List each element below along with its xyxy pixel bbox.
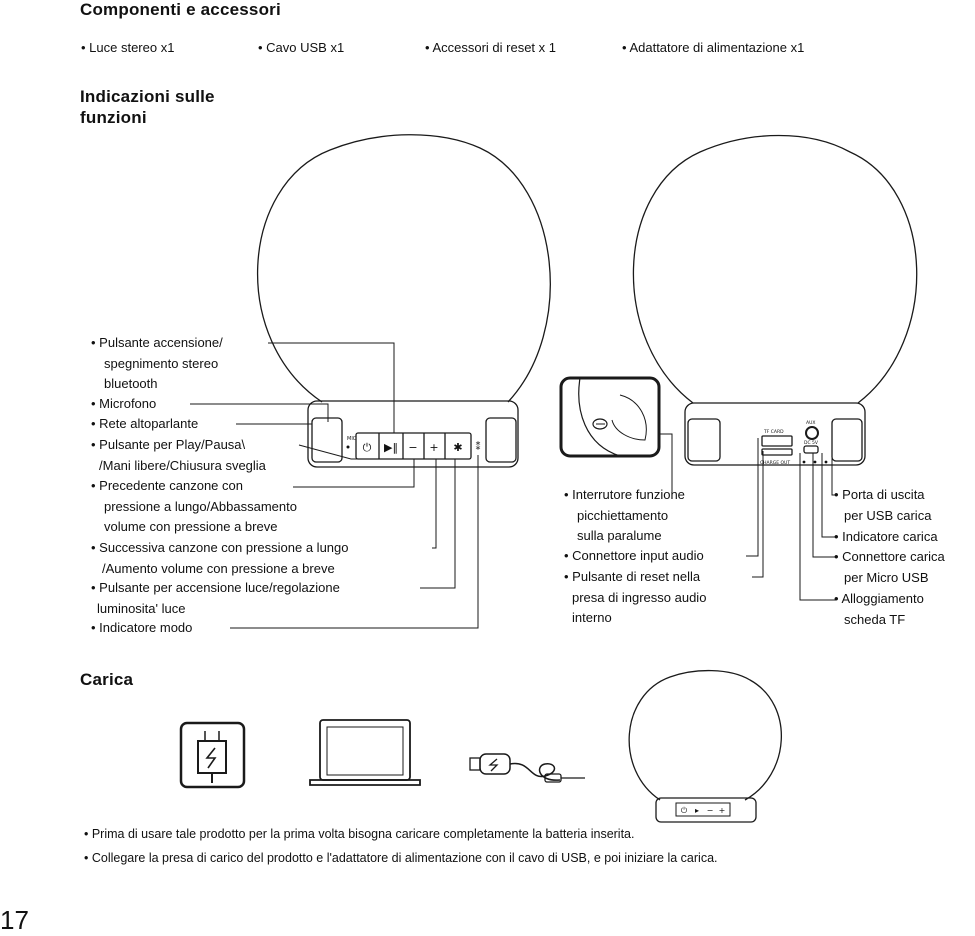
label-reset-line3: interno: [572, 610, 612, 625]
label-play-button: [91, 435, 266, 476]
functions-title-line1: Indicazioni sulle: [80, 87, 215, 106]
label-micro-usb-line1: • Connettore carica: [834, 549, 945, 564]
svg-text:−: −: [706, 806, 714, 815]
component-item-light: • Luce stereo x1: [81, 40, 175, 55]
plus-icon: +: [429, 441, 439, 454]
label-usb-out: [834, 485, 931, 526]
charging-note-1: • Prima di usare tale prodotto per la prima volta bisogna caricare completamente la batteria inserita.: [84, 827, 635, 841]
label-reset-line1: • Pulsante di reset nella: [564, 569, 701, 584]
label-microphone: • Microfono: [91, 396, 157, 411]
usb-port: [762, 436, 792, 446]
label-tf-line2: scheda TF: [844, 611, 906, 627]
label-prev-button: [91, 476, 297, 538]
laptop-icon: [320, 720, 410, 780]
component-item-adapter: • Adattatore di alimentazione x1: [622, 40, 805, 55]
aux-text: AUX: [806, 421, 816, 426]
label-power-button: [91, 333, 223, 395]
svg-text:▸: ▸: [694, 806, 700, 815]
aux-port: [806, 427, 818, 439]
label-prev-line3: volume con pressione a breve: [104, 519, 278, 534]
label-play-line2: /Mani libere/Chiusura sveglia: [99, 457, 266, 473]
label-next-line1: • Successiva canzone con pressione a lungo: [91, 540, 349, 555]
page-number: 17: [0, 905, 29, 935]
label-next-button: [91, 538, 349, 579]
label-light-line2: luminosita' luce: [97, 600, 186, 616]
label-tap-line2: picchiettamento: [577, 507, 669, 523]
light-icon: ✱: [453, 441, 463, 454]
label-tap-line1: • Interrutore funzione: [564, 487, 685, 502]
label-usb-out-line1: • Porta di uscita: [834, 487, 925, 502]
mic-dot: [347, 446, 350, 449]
label-prev-line1: • Precedente canzone con: [91, 478, 243, 493]
label-power-line2: spegnimento stereo: [104, 355, 219, 371]
charge-out-text: CHARGE OUT: [760, 461, 791, 466]
mic-small-label: MIC: [347, 436, 357, 442]
functions-title-line2: funzioni: [80, 108, 147, 127]
label-light-button: [91, 578, 340, 619]
mode-indicator-icon: ⁑: [475, 442, 481, 453]
label-mode-indicator: • Indicatore modo: [91, 620, 193, 635]
label-reset-line2: presa di ingresso audio: [572, 589, 707, 605]
label-reset-button: [564, 567, 706, 629]
label-speaker-grille: • Rete altoparlante: [91, 416, 199, 431]
back-lamp-globe: [633, 136, 916, 404]
charging-note-2: • Collegare la presa di carico del prodotto e l'adattatore di alimentazione con il cavo di USB, e poi iniziare la carica.: [84, 851, 718, 865]
label-play-line1: • Pulsante per Play/Pausa\: [91, 437, 246, 452]
front-lamp-globe: [258, 135, 551, 402]
label-usb-out-line2: per USB carica: [844, 507, 932, 523]
dc5v-text: DC 5V: [804, 441, 818, 446]
charging-title: Carica: [80, 670, 134, 689]
power-icon: ⏻: [362, 441, 372, 454]
label-power-line3: bluetooth: [104, 376, 158, 391]
label-light-line1: • Pulsante per accensione luce/regolazione: [91, 580, 340, 595]
label-tf-slot: [834, 589, 924, 630]
label-power-line1: • Pulsante accensione/: [91, 335, 223, 350]
component-item-reset: • Accessori di reset x 1: [425, 40, 556, 55]
label-tf-line1: • Alloggiamento: [834, 591, 924, 606]
label-micro-usb: [834, 547, 945, 588]
minus-icon: −: [408, 441, 418, 454]
tf-card-text: TF CARD: [764, 430, 784, 435]
label-micro-usb-line2: per Micro USB: [844, 569, 929, 585]
label-charge-indicator: • Indicatore carica: [834, 529, 938, 544]
tf-card-slot: [762, 449, 792, 455]
usb-cable-icon: [470, 758, 480, 770]
components-title: Componenti e accessori: [80, 0, 281, 19]
label-prev-line2: pressione a lungo/Abbassamento: [104, 498, 297, 514]
play-pause-icon: ▶‖: [384, 441, 398, 454]
micro-usb-port: [804, 446, 818, 453]
component-item-cable: • Cavo USB x1: [258, 40, 345, 55]
svg-text:+: +: [718, 806, 726, 815]
small-lamp-icon: [629, 671, 781, 800]
label-next-line2: /Aumento volume con pressione a breve: [102, 560, 335, 576]
svg-text:⏻: ⏻: [680, 806, 688, 815]
label-audio-input: • Connettore input audio: [564, 548, 704, 563]
label-tap-switch: [564, 485, 685, 547]
label-tap-line3: sulla paralume: [577, 528, 662, 543]
